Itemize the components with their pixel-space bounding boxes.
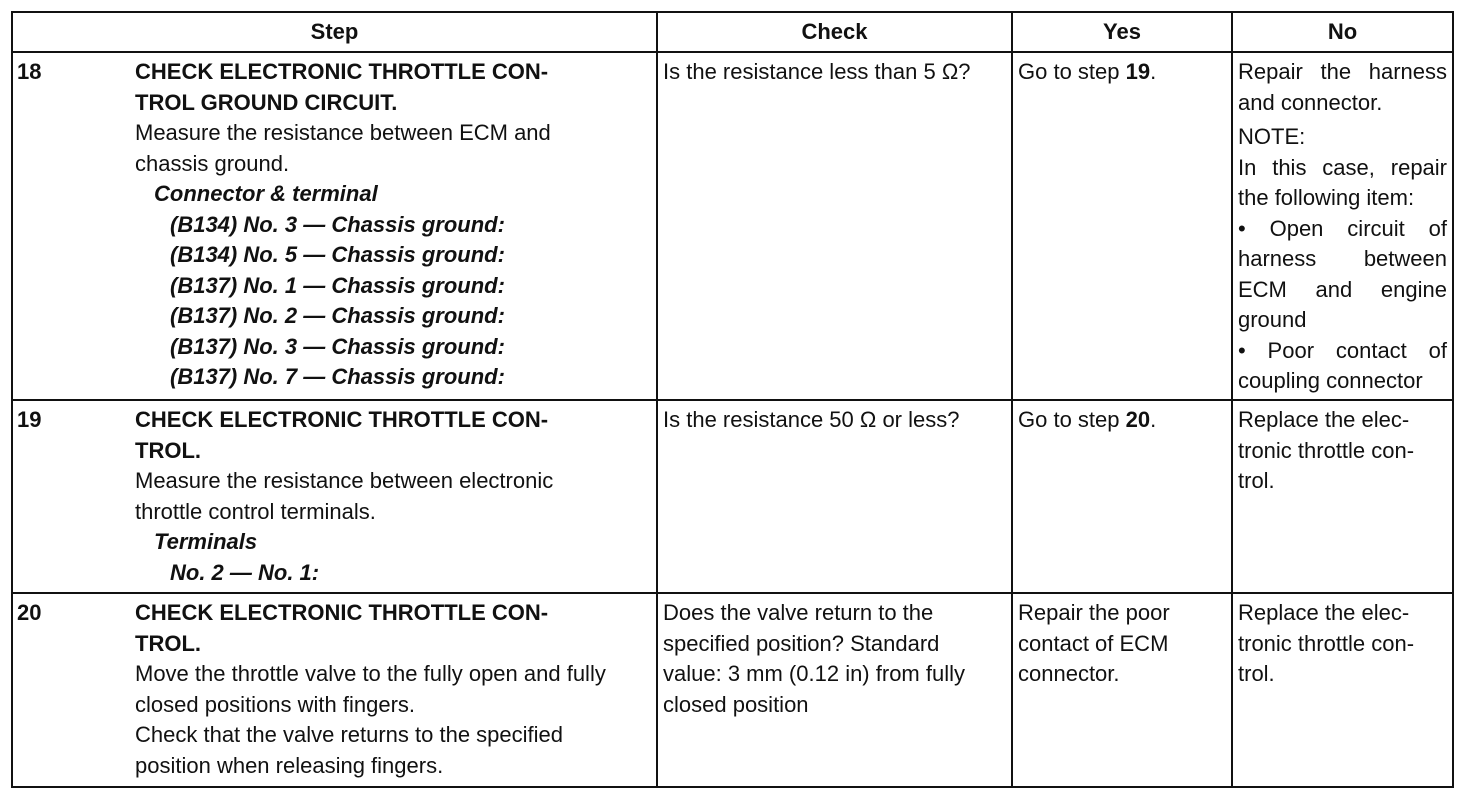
step-title: TROL.	[135, 437, 201, 463]
bullet-line: • Poor contact of	[1238, 337, 1447, 363]
header-no: No	[1232, 12, 1453, 52]
check-cell	[657, 400, 1012, 593]
no-line: Replace the elec-	[1238, 407, 1410, 432]
no-cell	[1232, 593, 1453, 787]
no-text	[1233, 401, 1452, 499]
step-number: 19	[17, 407, 42, 432]
yes-cell	[1012, 52, 1232, 400]
yes-text	[1013, 53, 1231, 90]
step-title: CHECK ELECTRONIC THROTTLE CON-	[135, 407, 549, 432]
yes-suffix: .	[1150, 407, 1157, 432]
check-text: Is the resistance less than 5 Ω?	[663, 59, 971, 84]
yes-step-number: 20	[1125, 407, 1151, 432]
step-body	[135, 57, 645, 393]
step-item: (B137) No. 1 — Chassis ground:	[170, 272, 505, 298]
no-line: Repair the harness	[1238, 59, 1447, 84]
bullet-line: ECM and engine	[1238, 276, 1447, 302]
check-line: Does the valve return to the	[663, 600, 934, 625]
step-description: closed positions with fingers.	[135, 691, 416, 717]
step-cell	[12, 593, 657, 787]
check-line: closed position	[663, 691, 809, 717]
step-number: 20	[17, 600, 42, 625]
step-description: chassis ground.	[135, 150, 290, 176]
step-title: CHECK ELECTRONIC THROTTLE CON-	[135, 600, 549, 625]
header-check: Check	[657, 12, 1012, 52]
no-cell	[1232, 52, 1453, 400]
check-cell	[657, 593, 1012, 787]
step-description: Check that the valve returns to the specified	[135, 722, 564, 747]
check-text: Is the resistance 50 Ω or less?	[663, 407, 960, 432]
header-row	[12, 12, 1453, 52]
note-line: In this case, repair	[1238, 154, 1447, 180]
no-line: tronic throttle con-	[1238, 437, 1415, 463]
check-line: specified position? Standard	[663, 630, 940, 656]
check-line: value: 3 mm (0.12 in) from fully	[663, 661, 965, 686]
step-item: (B137) No. 2 — Chassis ground:	[170, 303, 505, 328]
header-step: Step	[12, 12, 657, 52]
yes-line: contact of ECM	[1018, 630, 1169, 656]
step-item: (B137) No. 7 — Chassis ground:	[170, 364, 505, 389]
no-text	[1233, 594, 1452, 692]
table-row	[12, 52, 1453, 400]
yes-text	[1013, 401, 1231, 438]
step-body	[135, 405, 645, 588]
table-row	[12, 593, 1453, 787]
yes-suffix: .	[1150, 59, 1157, 84]
no-line: trol.	[1238, 468, 1275, 493]
step-description: Measure the resistance between ECM and	[135, 120, 551, 145]
yes-cell	[1012, 593, 1232, 787]
check-text	[658, 594, 1011, 722]
step-cell	[12, 400, 657, 593]
step-title: CHECK ELECTRONIC THROTTLE CON-	[135, 59, 549, 84]
no-line: and connector.	[1238, 89, 1383, 115]
step-description: throttle control terminals.	[135, 498, 376, 524]
step-item: (B134) No. 3 — Chassis ground:	[170, 211, 505, 237]
no-line: tronic throttle con-	[1238, 630, 1415, 656]
diagnostic-table-container	[11, 11, 1452, 776]
step-title: TROL GROUND CIRCUIT.	[135, 89, 398, 115]
no-text	[1233, 53, 1452, 399]
step-description: position when releasing fingers.	[135, 752, 444, 778]
bullet-line: • Open circuit of	[1238, 215, 1447, 241]
table-row	[12, 400, 1453, 593]
step-title: TROL.	[135, 630, 201, 656]
step-subheading: Connector & terminal	[154, 181, 378, 206]
bullet-line: ground	[1238, 307, 1307, 332]
no-line: Replace the elec-	[1238, 600, 1410, 625]
step-number: 18	[17, 59, 42, 84]
yes-prefix: Go to step	[1018, 59, 1126, 84]
step-description: Measure the resistance between electronic	[135, 468, 554, 493]
diagnostic-table	[11, 11, 1454, 788]
bullet-line: coupling connector	[1238, 368, 1423, 393]
step-description: Move the throttle valve to the fully open and fully	[135, 661, 606, 686]
step-item: (B134) No. 5 — Chassis ground:	[170, 242, 505, 267]
yes-line: Repair the poor	[1018, 600, 1170, 625]
yes-step-number: 19	[1125, 59, 1151, 84]
step-item: No. 2 — No. 1:	[170, 559, 320, 585]
note-line: the following item:	[1238, 185, 1415, 210]
yes-prefix: Go to step	[1018, 407, 1126, 432]
bullet-line: harness between	[1238, 246, 1447, 271]
step-body	[135, 598, 645, 781]
no-line: trol.	[1238, 661, 1275, 686]
yes-line: connector.	[1018, 661, 1120, 686]
step-cell	[12, 52, 657, 400]
no-cell	[1232, 400, 1453, 593]
step-item: (B137) No. 3 — Chassis ground:	[170, 333, 505, 359]
step-subheading: Terminals	[154, 529, 258, 554]
yes-cell	[1012, 400, 1232, 593]
yes-text	[1013, 594, 1231, 692]
note-label: NOTE:	[1238, 124, 1306, 149]
header-yes: Yes	[1012, 12, 1232, 52]
check-cell	[657, 52, 1012, 400]
